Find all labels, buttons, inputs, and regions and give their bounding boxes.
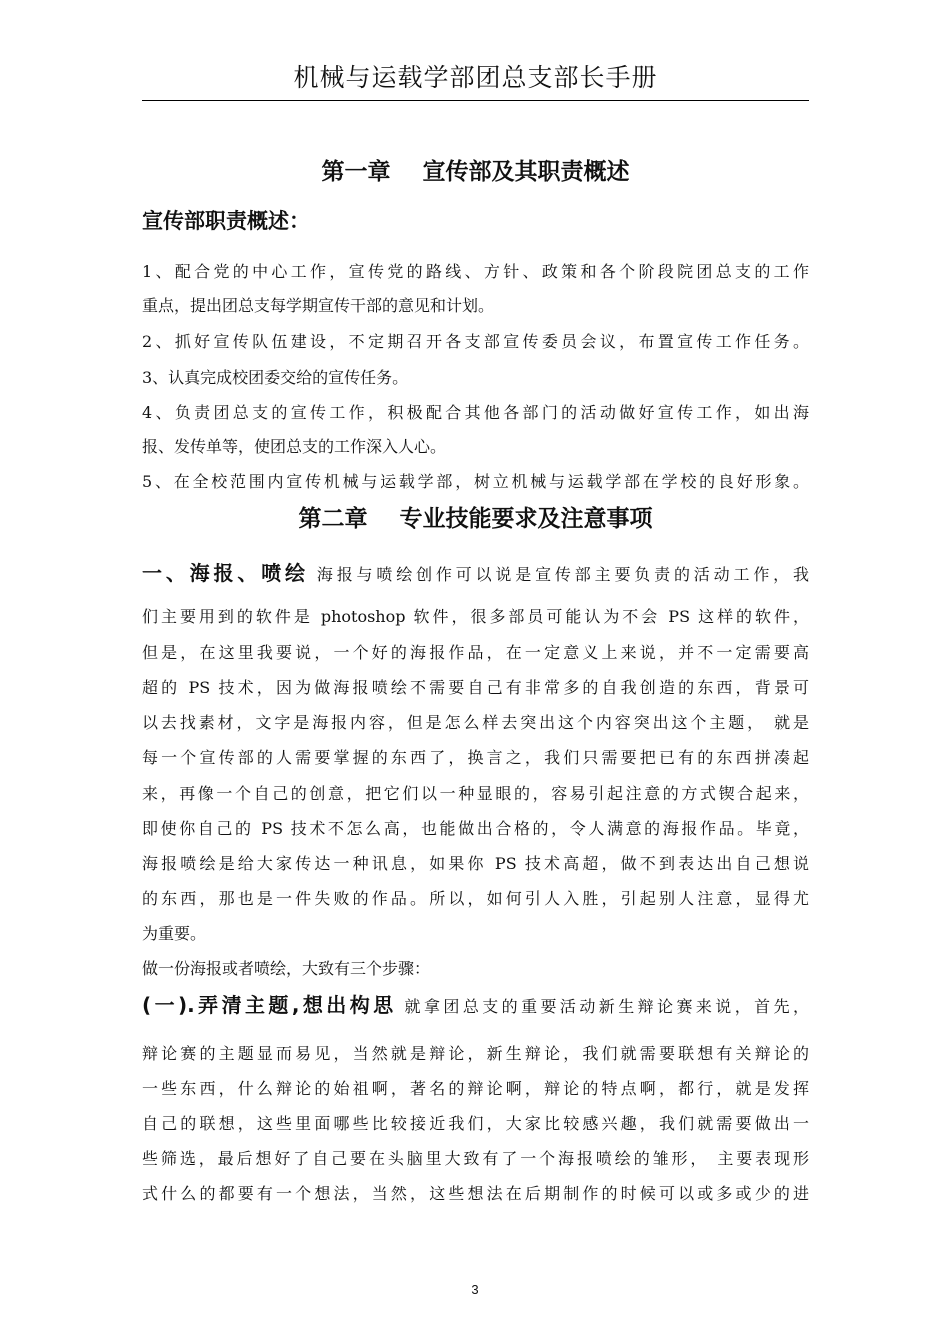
section-duties-title: 宣传部职责概述： — [142, 209, 310, 233]
step-1-title: (一).弄清主题,想出构思 — [142, 993, 397, 1017]
steps-intro: 做一份海报或者喷绘，大致有三个步骤： — [142, 959, 431, 978]
step-1-line: 些筛选，最后想好了自己要在头脑里大致有了一个海报喷绘的雏形， 主要表现形 — [142, 1149, 809, 1168]
step-1-line: 一些东西，什么辩论的始祖啊，著名的辩论啊，辩论的特点啊，都行，就是发挥 — [142, 1079, 809, 1098]
chapter-1-title: 第一章 宣传部及其职责概述 — [321, 159, 630, 185]
chapter-2-title: 第二章 专业技能要求及注意事项 — [298, 506, 653, 532]
header-title: 机械与运载学部团总支部长手册 — [293, 63, 658, 92]
poster-line: 以去找素材，文字是海报内容，但是怎么样去突出这个内容突出这个主题， 就是 — [142, 713, 809, 732]
page-number: 3 — [471, 1282, 479, 1297]
section-poster-paragraph-start — [142, 560, 809, 588]
poster-line: 的东西，那也是一件失败的作品。所以，如何引人入胜，引起别人注意，显得尤 — [142, 889, 809, 908]
section-poster-first-line: 海报与喷绘创作可以说是宣传部主要负责的活动工作，我 — [316, 565, 809, 584]
step-1-line: 自己的联想，这些里面哪些比较接近我们，大家比较感兴趣，我们就需要做出一 — [142, 1114, 809, 1133]
step-1-line: 辩论赛的主题显而易见，当然就是辩论，新生辩论，我们就需要联想有关辩论的 — [142, 1044, 809, 1063]
duty-line: 4、负责团总支的宣传工作，积极配合其他各部门的活动做好宣传工作，如出海 — [142, 403, 809, 422]
header-divider — [142, 100, 809, 101]
duty-line: 5、在全校范围内宣传机械与运载学部，树立机械与运载学部在学校的良好形象。 — [142, 472, 809, 491]
section-poster-title: 一、海报、喷绘 — [142, 561, 309, 585]
step-1-paragraph-start — [142, 992, 809, 1020]
poster-line: 为重要。 — [142, 924, 207, 943]
poster-line: 来，再像一个自己的创意，把它们以一种显眼的，容易引起注意的方式锲合起来， — [142, 784, 809, 803]
poster-line: 们主要用到的软件是 photoshop 软件，很多部员可能认为不会 PS 这样的软件， — [142, 607, 809, 626]
step-1-first-line: 就拿团总支的重要活动新生辩论赛来说，首先， — [404, 997, 809, 1016]
poster-line: 即使你自己的 PS 技术不怎么高，也能做出合格的，令人满意的海报作品。毕竟， — [142, 819, 809, 838]
poster-line: 海报喷绘是给大家传达一种讯息，如果你 PS 技术高超，做不到表达出自己想说 — [142, 854, 809, 873]
duty-line: 2、抓好宣传队伍建设，不定期召开各支部宣传委员会议，布置宣传工作任务。 — [142, 332, 809, 351]
duty-line: 3、认真完成校团委交给的宣传任务。 — [142, 368, 409, 387]
poster-line: 每一个宣传部的人需要掌握的东西了，换言之，我们只需要把已有的东西拼凑起 — [142, 748, 809, 767]
duty-line: 1、配合党的中心工作，宣传党的路线、方针、政策和各个阶段院团总支的工作 — [142, 262, 809, 281]
poster-line: 超的 PS 技术，因为做海报喷绘不需要自己有非常多的自我创造的东西，背景可 — [142, 678, 809, 697]
step-1-line: 式什么的都要有一个想法，当然，这些想法在后期制作的时候可以或多或少的进 — [142, 1184, 809, 1203]
duty-line: 报、发传单等，使团总支的工作深入人心。 — [142, 437, 447, 456]
duty-line: 重点，提出团总支每学期宣传干部的意见和计划。 — [142, 296, 495, 315]
poster-line: 但是，在这里我要说，一个好的海报作品，在一定意义上来说，并不一定需要高 — [142, 643, 809, 662]
